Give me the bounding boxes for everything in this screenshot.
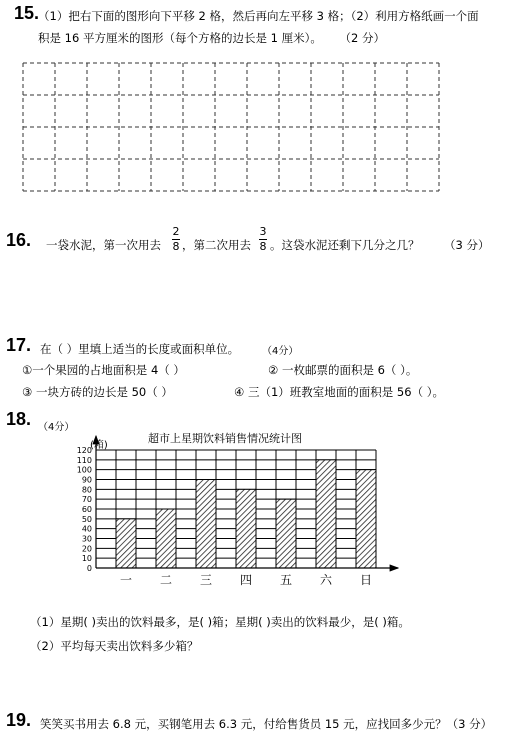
question-17-item4: ④ 三（1）班教室地面的面积是 56（ ）。 bbox=[234, 385, 444, 399]
question-18-score: （4分） bbox=[38, 422, 75, 433]
x-tick-label: 五 bbox=[279, 573, 293, 587]
x-tick-label: 六 bbox=[319, 573, 333, 587]
x-tick-label: 二 bbox=[159, 573, 173, 587]
question-15-score: （2 分） bbox=[339, 31, 385, 45]
y-tick-label: 50 bbox=[81, 514, 92, 524]
question-16-part1: 一袋水泥，第一次用去 bbox=[46, 238, 161, 252]
y-tick-label: 110 bbox=[76, 455, 92, 465]
question-19-text: 笑笑买书用去 6.8 元，买钢笔用去 6.3 元，付给售货员 15 元，应找回多少元？（3 分） bbox=[40, 717, 493, 731]
x-tick-label: 三 bbox=[199, 573, 213, 587]
question-15-number: 15. bbox=[14, 3, 40, 23]
y-tick-label: 20 bbox=[81, 544, 92, 554]
y-tick-label: 10 bbox=[81, 554, 92, 564]
chart-title: 超市上星期饮料销售情况统计图 bbox=[148, 432, 302, 445]
question-15-line2-text: 积是 16 平方厘米的图形（每个方格的边长是 1 厘米）。 bbox=[38, 31, 322, 45]
y-tick-label: 120 bbox=[76, 446, 92, 455]
question-17-item3: ③ 一块方砖的边长是 50（ ） bbox=[22, 385, 173, 399]
question-17-number: 17. bbox=[6, 335, 32, 355]
question-17-item1: ①一个果园的占地面积是 4（ ） bbox=[22, 363, 185, 377]
question-15-line1: （1）把右下面的图形向下平移 2 格，然后再向左平移 3 格；（2）利用方格纸画一个面 bbox=[38, 9, 479, 23]
fraction-2-numerator: 3 bbox=[259, 225, 267, 238]
question-19-number: 19. bbox=[6, 710, 32, 730]
fraction-three-eighths bbox=[259, 226, 267, 253]
y-tick-label: 70 bbox=[81, 495, 92, 505]
fraction-1-denominator: 8 bbox=[172, 240, 180, 253]
bar-5 bbox=[276, 499, 296, 568]
bar-6 bbox=[316, 460, 336, 568]
question-16-part2: ，第二次用去 bbox=[182, 238, 251, 252]
beverage-sales-bar-chart bbox=[60, 430, 400, 595]
y-tick-label: 90 bbox=[81, 475, 92, 485]
y-axis-unit-label: (箱) bbox=[90, 440, 108, 451]
question-15-line2 bbox=[38, 30, 385, 46]
y-tick-label: 80 bbox=[81, 485, 92, 495]
question-17-item2: ② 一枚邮票的面积是 6（ ）。 bbox=[268, 363, 418, 377]
question-18-number: 18. bbox=[6, 409, 32, 429]
question-18-sub2: （2）平均每天卖出饮料多少箱？ bbox=[30, 639, 199, 653]
x-tick-label: 日 bbox=[359, 573, 373, 587]
bar-4 bbox=[236, 489, 256, 568]
question-18-sub1: （1）星期( )卖出的饮料最多，是( )箱；星期( )卖出的饮料最少，是( )箱。 bbox=[30, 615, 410, 629]
y-tick-label: 0 bbox=[86, 564, 92, 573]
bar-2 bbox=[156, 509, 176, 568]
y-tick-label: 40 bbox=[81, 524, 92, 534]
bar-3 bbox=[196, 480, 216, 569]
y-tick-label: 100 bbox=[76, 465, 92, 475]
dashed-grid-paper bbox=[22, 62, 440, 194]
question-16-part3: 。这袋水泥还剩下几分之几？ bbox=[270, 238, 420, 252]
y-tick-label: 30 bbox=[81, 534, 92, 544]
bar-7 bbox=[356, 470, 376, 568]
question-17-title: 在（ ）里填上适当的长度或面积单位。 bbox=[40, 342, 240, 356]
fraction-1-numerator: 2 bbox=[172, 225, 180, 238]
question-16-score: （3 分） bbox=[444, 238, 490, 252]
x-tick-label: 一 bbox=[119, 573, 133, 587]
question-16-number: 16. bbox=[6, 230, 32, 250]
bar-1 bbox=[116, 519, 136, 568]
fraction-2-denominator: 8 bbox=[259, 240, 267, 253]
y-tick-label: 60 bbox=[81, 505, 92, 514]
fraction-two-eighths bbox=[172, 226, 180, 253]
x-tick-label: 四 bbox=[239, 573, 253, 587]
question-17-score: （4分） bbox=[262, 346, 299, 357]
